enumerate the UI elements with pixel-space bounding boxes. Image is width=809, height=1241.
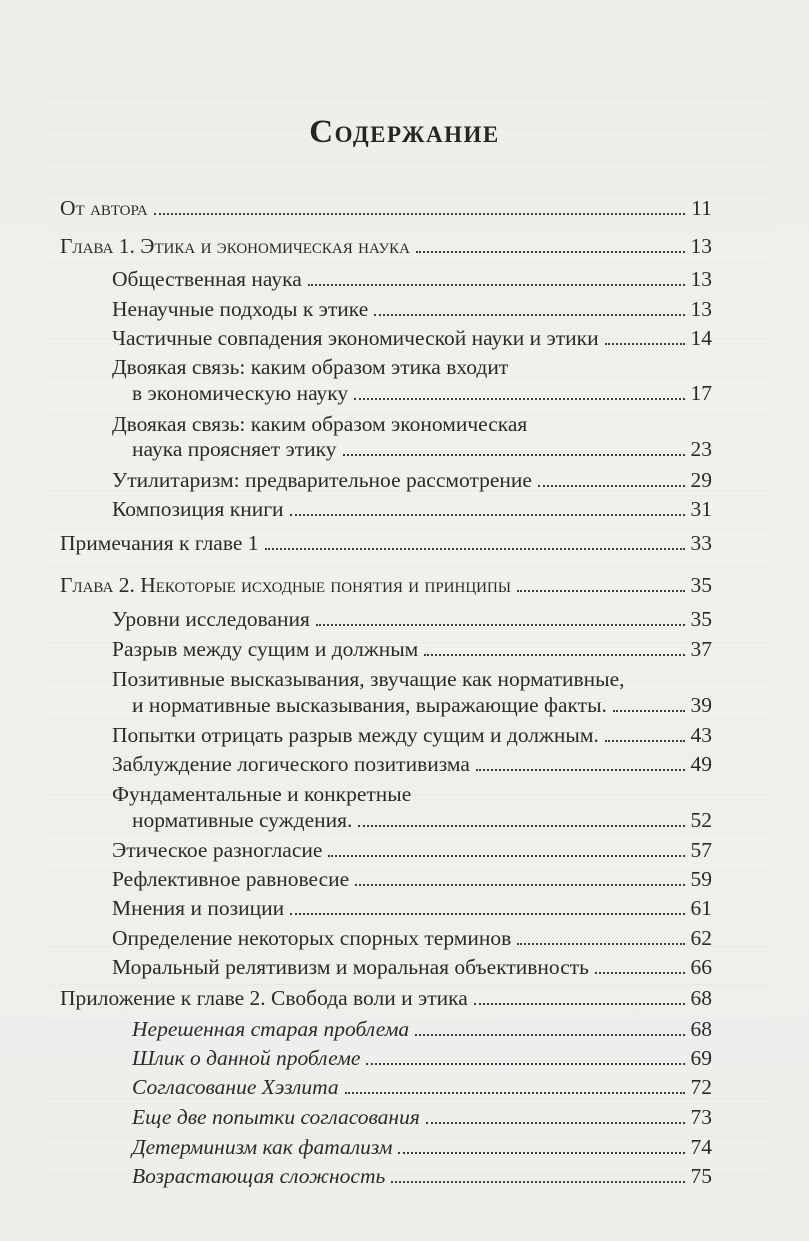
leader-dots [605,342,685,345]
toc-entry[interactable] [112,266,712,293]
toc-entry[interactable] [132,807,712,834]
leader-dots [374,313,684,316]
toc-page-number: 72 [690,1075,712,1099]
toc-entry[interactable] [132,1045,712,1072]
leader-dots [476,768,685,771]
toc-entry-label: в экономическую науку [132,381,349,405]
toc-entry-label: Этическое разногласие [112,838,323,862]
leader-dots [416,250,685,253]
leader-dots [424,653,684,656]
toc-page-number: 33 [690,531,712,555]
toc-entry[interactable] [112,925,712,952]
toc-page-number: 73 [690,1105,712,1129]
toc-page-number: 74 [690,1135,712,1159]
toc-entry-label: Приложение к главе 2. Свобода воли и этика [60,986,468,1010]
leader-dots [354,397,684,400]
toc-entry-label: Общественная наука [112,267,302,291]
toc-page-number: 39 [690,693,712,717]
toc-entry-label: Разрыв между сущим и должным [112,637,419,661]
leader-dots [415,1033,684,1036]
toc-entry-label: Еще две попытки согласования [132,1105,420,1129]
toc-entry-label: Глава 2. Некоторые исходные понятия и принципы [60,573,511,597]
toc-entry[interactable] [132,380,712,407]
toc-page-number: 69 [690,1046,712,1070]
toc-entry-label: Композиция книги [112,497,284,521]
toc-entry[interactable] [132,1163,712,1190]
toc-entry[interactable] [60,233,712,260]
leader-dots [345,1091,685,1094]
toc-entry-label: Моральный релятивизм и моральная объективность [112,955,589,979]
toc-page-number: 61 [690,896,712,920]
toc-entry-label: Глава 1. Этика и экономическая наука [60,234,410,258]
toc-entry[interactable] [60,572,712,599]
leader-dots [316,623,685,626]
toc-page-number: 13 [690,297,712,321]
toc-entry[interactable] [112,722,712,749]
toc-entry-label: Шлик о данной проблеме [132,1046,361,1070]
toc-entry-label: Попытки отрицать разрыв между сущим и должным. [112,723,599,747]
leader-dots [613,709,685,712]
toc-entry[interactable] [132,1016,712,1043]
leader-dots [290,513,685,516]
toc-entry[interactable] [132,1104,712,1131]
toc-entry-label: Частичные совпадения экономической науки и этики [112,326,599,350]
leader-dots [154,212,686,215]
toc-entry[interactable] [112,954,712,981]
toc-entry-label-line1: Позитивные высказывания, звучащие как нормативные, [112,667,625,691]
toc-page-number: 31 [690,497,712,521]
toc-page-number: 11 [691,196,712,220]
leader-dots [366,1062,684,1065]
toc-entry-label: Рефлективное равновесие [112,867,350,891]
leader-dots [265,547,685,550]
toc-entry[interactable] [60,530,712,557]
toc-page-number: 68 [690,1017,712,1041]
leader-dots [517,589,685,592]
toc-page-number: 52 [690,808,712,832]
toc-entry-label: Ненаучные подходы к этике [112,297,369,321]
toc-entry-label: Уровни исследования [112,607,310,631]
toc-page-number: 62 [690,926,712,950]
leader-dots [426,1121,685,1124]
toc-entry[interactable] [112,866,712,893]
leader-dots [355,883,684,886]
toc-entry[interactable] [132,436,712,463]
toc-entry[interactable] [132,1134,712,1161]
toc-entry[interactable] [112,751,712,778]
toc-page-number: 37 [690,637,712,661]
toc-page-number: 35 [690,607,712,631]
leader-dots [517,942,684,945]
leader-dots [538,484,685,487]
toc-entry-label: наука проясняет этику [132,437,337,461]
toc-entry[interactable] [60,985,712,1012]
toc-page-number: 75 [690,1164,712,1188]
toc-page-number: 23 [690,437,712,461]
toc-entry-label: Заблуждение логического позитивизма [112,752,470,776]
toc-entry-label: Утилитаризм: предварительное рассмотрение [112,468,532,492]
toc-entry[interactable] [112,496,712,523]
toc-page-number: 13 [690,234,712,258]
toc-page-number: 13 [690,267,712,291]
toc-entry-label-line1: Двоякая связь: каким образом этика входит [112,355,509,379]
toc-page-number: 14 [690,326,712,350]
leader-dots [474,1002,685,1005]
toc-entry[interactable] [112,895,712,922]
toc-page-number: 59 [690,867,712,891]
toc-entry-label: Возрастающая сложность [132,1164,386,1188]
leader-dots [308,283,685,286]
toc-page-number: 17 [690,381,712,405]
toc-page-number: 66 [690,955,712,979]
toc-entry-label: нормативные суждения. [132,808,353,832]
leader-dots [290,912,684,915]
toc-entry-label: Определение некоторых спорных терминов [112,926,512,950]
toc-entry[interactable] [132,1074,712,1101]
toc-page-number: 49 [690,752,712,776]
toc-entry[interactable] [112,296,712,323]
toc-page-number: 43 [690,723,712,747]
page-title: Содержание [309,114,500,150]
leader-dots [605,739,685,742]
toc-page-number: 57 [690,838,712,862]
toc-entry[interactable] [112,636,712,663]
toc-entry-label: и нормативные высказывания, выражающие факты. [132,693,607,717]
toc-page-number: 68 [690,986,712,1010]
toc-page-number: 35 [690,573,712,597]
leader-dots [328,854,684,857]
toc-entry[interactable] [112,606,712,633]
leader-dots [391,1180,684,1183]
leader-dots [358,824,684,827]
toc-entry-label: От автора [60,196,148,220]
toc-entry-label: Примечания к главе 1 [60,531,259,555]
leader-dots [343,453,685,456]
toc-entry-label: Детерминизм как фатализм [132,1135,393,1159]
toc-entry[interactable] [112,325,712,352]
toc-entry-label-line1: Фундаментальные и конкретные [112,782,412,806]
toc-entry-label: Согласование Хэзлита [132,1075,339,1099]
toc-entry[interactable] [112,467,712,494]
toc-entry-label: Мнения и позиции [112,896,285,920]
leader-dots [595,971,685,974]
toc-page-number: 29 [690,468,712,492]
toc-entry-label-line1: Двоякая связь: каким образом экономическая [112,412,528,436]
toc-entry[interactable] [112,837,712,864]
toc-entry[interactable] [60,195,712,222]
toc-entry-label: Нерешенная старая проблема [132,1017,410,1041]
leader-dots [398,1151,684,1154]
toc-entry[interactable] [132,692,712,719]
